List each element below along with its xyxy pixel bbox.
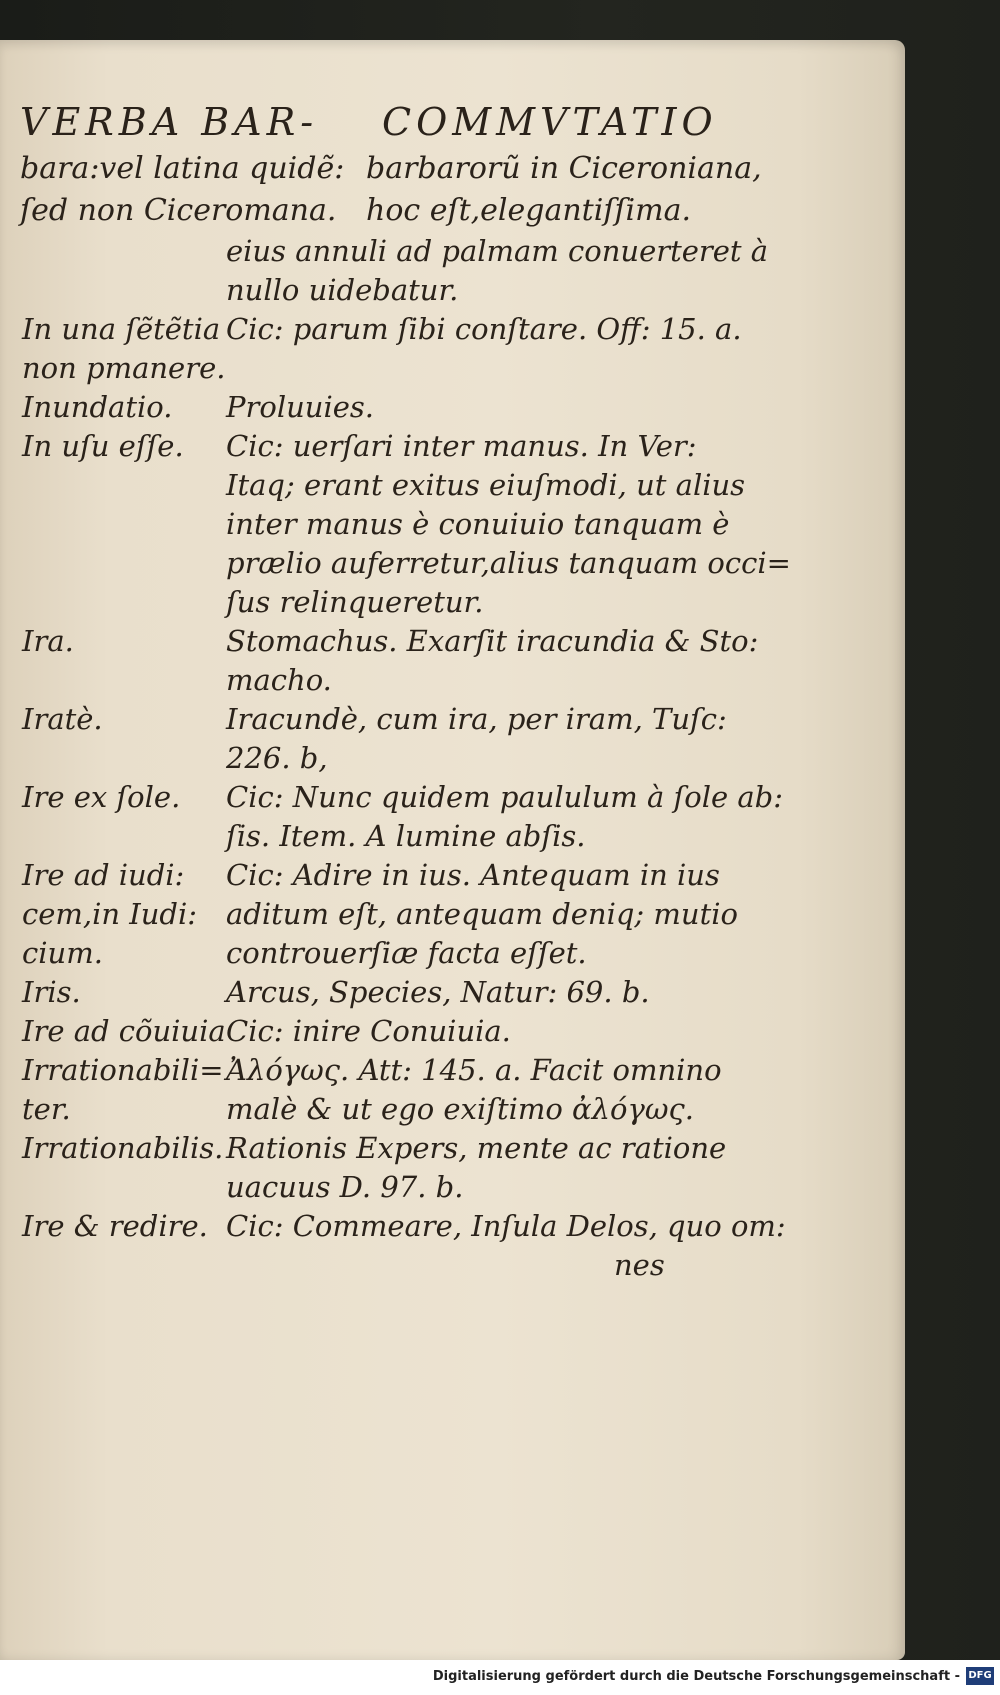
entry-definition: Itaq; erant exitus eiuſmodi, ut alius — [226, 468, 746, 502]
footer-credit: Digitalisierung gefördert durch die Deutsche Forschungsgemeinschaft - — [432, 1669, 960, 1684]
entry-term: cem,in Iudi: — [22, 897, 198, 931]
entry-term: Irrationabilis. — [22, 1131, 224, 1165]
entry-definition: macho. — [226, 663, 332, 697]
entry-definition: inter manus è conuiuio tanquam è — [226, 507, 730, 541]
entry-definition: nullo uidebatur. — [226, 273, 459, 307]
entry-term: cium. — [22, 936, 103, 970]
entry-term: Inundatio. — [22, 390, 173, 424]
book-page — [0, 40, 905, 1660]
entry-definition: Cic: Adire in ius. Antequam in ius — [226, 858, 720, 892]
entry-definition: Rationis Expers, mente ac ratione — [226, 1131, 727, 1165]
entry-term: In una ſẽtẽtia — [22, 312, 221, 346]
entry-definition: Cic: uerſari inter manus. In Ver: — [226, 429, 697, 463]
entry-definition: eius annuli ad palmam conuerteret à — [226, 234, 769, 268]
entry-definition: Cic: Commeare, Inſula Delos, quo om: — [226, 1209, 786, 1243]
entry-definition: 226. b, — [226, 741, 328, 775]
entry-list — [0, 40, 905, 1660]
entry-term: Ire ad cõuiuia — [22, 1014, 226, 1048]
entry-definition: prælio auferretur,alius tanquam occi= — [226, 546, 791, 580]
entry-term: ter. — [22, 1092, 71, 1126]
entry-definition: Iracundè, cum ira, per iram, Tuſc: — [226, 702, 727, 736]
entry-definition: ſus relinqueretur. — [226, 585, 484, 619]
entry-definition: ſis. Item. A lumine abſis. — [226, 819, 586, 853]
entry-definition: aditum eſt, antequam deniq; mutio — [226, 897, 738, 931]
entry-definition: controuerſiæ facta eſſet. — [226, 936, 587, 970]
header-right-subtitle-line: barbarorũ in Ciceroniana, — [366, 151, 762, 186]
entry-term: In uſu eſſe. — [22, 429, 184, 463]
dfg-logo-icon: DFG — [966, 1667, 994, 1685]
entry-definition: Cic: parum ſibi conſtare. Off: 15. a. — [226, 312, 742, 346]
entry-term: non pmanere. — [22, 351, 226, 385]
header-left-subtitle-line: ſed non Ciceromana. — [20, 193, 337, 228]
entry-definition: uacuus D. 97. b. — [226, 1170, 464, 1204]
header-left-title: VERBA BAR- — [20, 100, 319, 144]
entry-definition: Stomachus. Exarſit iracundia & Sto: — [226, 624, 759, 658]
entry-definition: Cic: inire Conuiuia. — [226, 1014, 511, 1048]
entry-definition: Ἀλόγως. Att: 145. a. Facit omnino — [226, 1053, 722, 1087]
entry-definition: malè & ut ego exiſtimo ἀλόγως. — [226, 1092, 694, 1126]
catchword: nes — [614, 1248, 665, 1282]
entry-term: Ire ex ſole. — [22, 780, 181, 814]
entry-term: Ire & redire. — [22, 1209, 208, 1243]
entry-definition: Proluuies. — [226, 390, 375, 424]
header-right-subtitle-line: hoc eſt,elegantiſſima. — [366, 193, 692, 228]
entry-term: Iris. — [22, 975, 81, 1009]
header-left-subtitle-line: bara:vel latina quidẽ: — [20, 151, 345, 186]
entry-term: Iratè. — [22, 702, 103, 736]
entry-definition: Arcus, Species, Natur: 69. b. — [226, 975, 650, 1009]
entry-term: Ire ad iudi: — [22, 858, 185, 892]
footer-bar — [0, 1660, 1000, 1695]
entry-definition: Cic: Nunc quidem paululum à ſole ab: — [226, 780, 783, 814]
entry-term: Irrationabili= — [22, 1053, 224, 1087]
header-right-title: COMMVTATIO — [382, 100, 718, 144]
entry-term: Ira. — [22, 624, 74, 658]
